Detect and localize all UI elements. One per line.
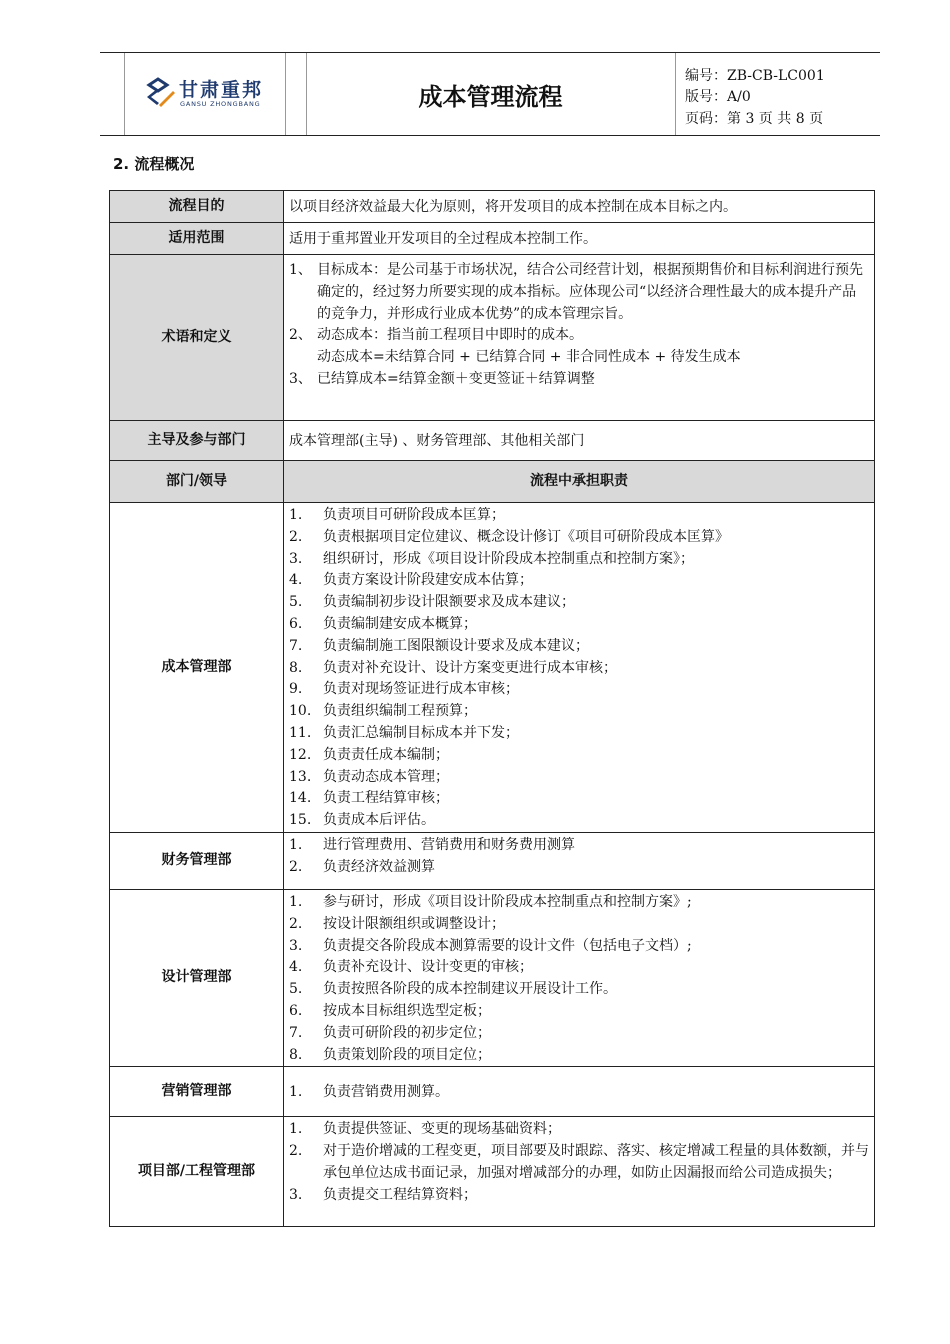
- list-item: [289, 1045, 870, 1067]
- list-number: 10.: [289, 703, 312, 720]
- list-item: [289, 679, 870, 701]
- list-number: 5.: [289, 981, 303, 998]
- list-item: [289, 325, 870, 347]
- document-header: [100, 52, 880, 136]
- list-item: [289, 957, 870, 979]
- terms-list: [284, 255, 875, 421]
- list-item: [289, 260, 870, 325]
- list-number: 4.: [289, 959, 303, 976]
- list-number: [289, 347, 317, 369]
- list-text: 负责责任成本编制；: [323, 746, 449, 763]
- list-item: [289, 701, 870, 723]
- list-text: 动态成本=未结算合同 + 已结算合同 + 非合同性成本 + 待发生成本: [317, 349, 741, 366]
- list-text: 负责组织编制工程预算；: [323, 703, 477, 720]
- logo-mark-icon: [145, 75, 177, 109]
- list-item: [289, 1001, 870, 1023]
- table-row: [110, 1117, 875, 1227]
- table-header-row: [110, 461, 875, 503]
- list-number: 2、: [289, 327, 312, 344]
- list-number: 2.: [289, 915, 303, 932]
- document-version: 版号：A/0: [685, 89, 751, 105]
- dept-text: 成本管理部(主导) 、财务管理部、其他相关部门: [284, 421, 875, 461]
- list-text: 负责项目可研阶段成本匡算；: [323, 507, 505, 523]
- list-item: [289, 570, 870, 592]
- list-item: [289, 936, 870, 958]
- logo-chinese-text: 甘肃重邦: [179, 79, 264, 101]
- list-item: [289, 892, 870, 914]
- table-row: [110, 503, 875, 833]
- list-text: 负责经济效益测算: [323, 858, 435, 875]
- list-number: 11.: [289, 724, 312, 741]
- list-item: [289, 723, 870, 745]
- document-code: 编号：ZB-CB-LC001: [685, 68, 825, 84]
- list-text: 负责汇总编制目标成本并下发；: [323, 724, 519, 741]
- list-text: 已结算成本=结算金额＋变更签证＋结算调整: [317, 370, 595, 387]
- section-title: 2. 流程概况: [113, 155, 195, 173]
- process-overview-table: [109, 190, 875, 1227]
- resp-list: [284, 832, 875, 889]
- list-item: [289, 914, 870, 936]
- list-text: 负责营销费用测算。: [323, 1083, 449, 1100]
- list-item: [289, 745, 870, 767]
- list-text: 负责动态成本管理；: [323, 768, 449, 785]
- table-row: [110, 421, 875, 461]
- document-meta: [675, 53, 881, 135]
- page-number: 页码：第 3 页 共 8 页: [685, 111, 824, 127]
- list-number: 3.: [289, 1186, 303, 1203]
- column-header-resp: 流程中承担职责: [284, 461, 875, 503]
- list-item: [289, 1023, 870, 1045]
- list-item: [289, 1185, 870, 1207]
- list-text: 负责提交各阶段成本测算需要的设计文件（包括电子文档）;: [323, 937, 692, 954]
- list-text: 负责策划阶段的项目定位；: [323, 1046, 491, 1063]
- list-text: 负责提供签证、变更的现场基础资料；: [323, 1121, 561, 1138]
- logo-cell: [124, 53, 286, 135]
- list-text: 对于造价增减的工程变更，项目部要及时跟踪、落实、核定增减工程量的具体数额，并与承包单位达成书面记录，加强对增减部分的办理，如防止因漏报而给公司造成损失；: [323, 1143, 869, 1181]
- resp-list: [284, 1117, 875, 1227]
- list-number: 13.: [289, 768, 312, 785]
- list-text: 负责按照各阶段的成本控制建议开展设计工作。: [323, 981, 617, 998]
- list-number: 1.: [289, 507, 303, 523]
- list-number: 3.: [289, 550, 303, 567]
- list-item: [289, 788, 870, 810]
- list-text: 负责方案设计阶段建安成本估算；: [323, 572, 533, 589]
- list-number: 4.: [289, 572, 303, 589]
- resp-list: [284, 889, 875, 1066]
- list-text: 负责可研阶段的初步定位；: [323, 1024, 491, 1041]
- terms-label: 术语和定义: [110, 255, 284, 421]
- list-text: 负责对补充设计、设计方案变更进行成本审核；: [323, 659, 617, 676]
- list-item: [289, 614, 870, 636]
- table-row: [110, 223, 875, 255]
- purpose-label: 流程目的: [110, 191, 284, 223]
- list-number: 1.: [289, 1083, 303, 1100]
- list-item: [289, 1119, 870, 1141]
- list-number: 9.: [289, 681, 303, 698]
- table-row: [110, 255, 875, 421]
- list-text: 组织研讨，形成《项目设计阶段成本控制重点和控制方案》；: [323, 550, 694, 567]
- logo-english-text: GANSU ZHONGBANG: [180, 100, 261, 108]
- list-number: 5.: [289, 594, 303, 611]
- list-number: 2.: [289, 528, 303, 545]
- list-number: 7.: [289, 1024, 303, 1041]
- list-text: 负责提交工程结算资料；: [323, 1186, 477, 1203]
- list-item: [289, 549, 870, 571]
- list-item: [289, 1141, 870, 1185]
- list-number: 1.: [289, 1121, 303, 1138]
- list-text: 按成本目标组织选型定板；: [323, 1002, 491, 1019]
- list-number: 1.: [289, 893, 303, 910]
- list-number: 8.: [289, 659, 303, 676]
- list-number: 15.: [289, 812, 312, 829]
- list-item: [289, 857, 870, 879]
- list-number: 8.: [289, 1046, 303, 1063]
- dept-name: 项目部/工程管理部: [110, 1117, 284, 1227]
- dept-name: 营销管理部: [110, 1067, 284, 1117]
- list-number: 1.: [289, 836, 303, 853]
- resp-list: [284, 1067, 875, 1117]
- list-text: 负责编制初步设计限额要求及成本建议；: [323, 594, 575, 611]
- list-text: 负责补充设计、设计变更的审核；: [323, 959, 533, 976]
- purpose-text: 以项目经济效益最大化为原则，将开发项目的成本控制在成本目标之内。: [284, 191, 875, 223]
- list-text: 负责工程结算审核；: [323, 790, 449, 807]
- list-item: [289, 835, 870, 857]
- dept-name: 财务管理部: [110, 832, 284, 889]
- table-row: [110, 1067, 875, 1117]
- list-text: 进行管理费用、营销费用和财务费用测算: [323, 836, 575, 853]
- list-text: 动态成本：指当前工程项目中即时的成本。: [317, 327, 583, 344]
- list-item: [289, 347, 870, 369]
- list-number: 6.: [289, 1002, 303, 1019]
- list-item: [289, 658, 870, 680]
- dept-label: 主导及参与部门: [110, 421, 284, 461]
- list-text: 负责根据项目定位建议、概念设计修订《项目可研阶段成本匡算》: [323, 528, 729, 545]
- list-text: 按设计限额组织或调整设计；: [323, 915, 505, 932]
- resp-list: [284, 503, 875, 833]
- list-item: [289, 369, 870, 391]
- list-text: 负责成本后评估。: [323, 812, 435, 829]
- list-number: 3、: [289, 370, 312, 387]
- list-number: 2.: [289, 1143, 303, 1160]
- list-number: 6.: [289, 615, 303, 632]
- document-title: 成本管理流程: [418, 82, 563, 111]
- list-text: 负责编制建安成本概算；: [323, 615, 477, 632]
- scope-label: 适用范围: [110, 223, 284, 255]
- list-text: 负责对现场签证进行成本审核；: [323, 681, 519, 698]
- list-number: 12.: [289, 746, 312, 763]
- dept-name: 设计管理部: [110, 889, 284, 1066]
- dept-name: 成本管理部: [110, 503, 284, 833]
- scope-text: 适用于重邦置业开发项目的全过程成本控制工作。: [284, 223, 875, 255]
- list-item: [289, 810, 870, 832]
- list-item: [289, 636, 870, 658]
- list-item: [289, 527, 870, 549]
- list-text: 目标成本：是公司基于市场状况，结合公司经营计划，根据预期售价和目标利润进行预先确定的，经过努力所要实现的成本指标。应体现公司“以经济合理性最大的成本提升产品的竞争力，并形成行业成本优势”的成本管理宗旨。: [317, 262, 863, 322]
- list-number: 2.: [289, 858, 303, 875]
- list-number: 1、: [289, 262, 312, 278]
- column-header-dept: 部门/领导: [110, 461, 284, 503]
- table-row: [110, 889, 875, 1066]
- list-text: 负责编制施工图限额设计要求及成本建议；: [323, 637, 589, 654]
- list-number: 3.: [289, 937, 303, 954]
- table-row: [110, 191, 875, 223]
- list-item: [289, 767, 870, 789]
- list-text: 参与研讨，形成《项目设计阶段成本控制重点和控制方案》;: [323, 893, 692, 910]
- company-logo: [145, 75, 264, 113]
- list-item: [289, 505, 870, 527]
- list-number: 7.: [289, 637, 303, 654]
- list-item: [289, 1082, 870, 1104]
- table-row: [110, 832, 875, 889]
- list-number: 14.: [289, 790, 312, 807]
- list-item: [289, 592, 870, 614]
- list-item: [289, 979, 870, 1001]
